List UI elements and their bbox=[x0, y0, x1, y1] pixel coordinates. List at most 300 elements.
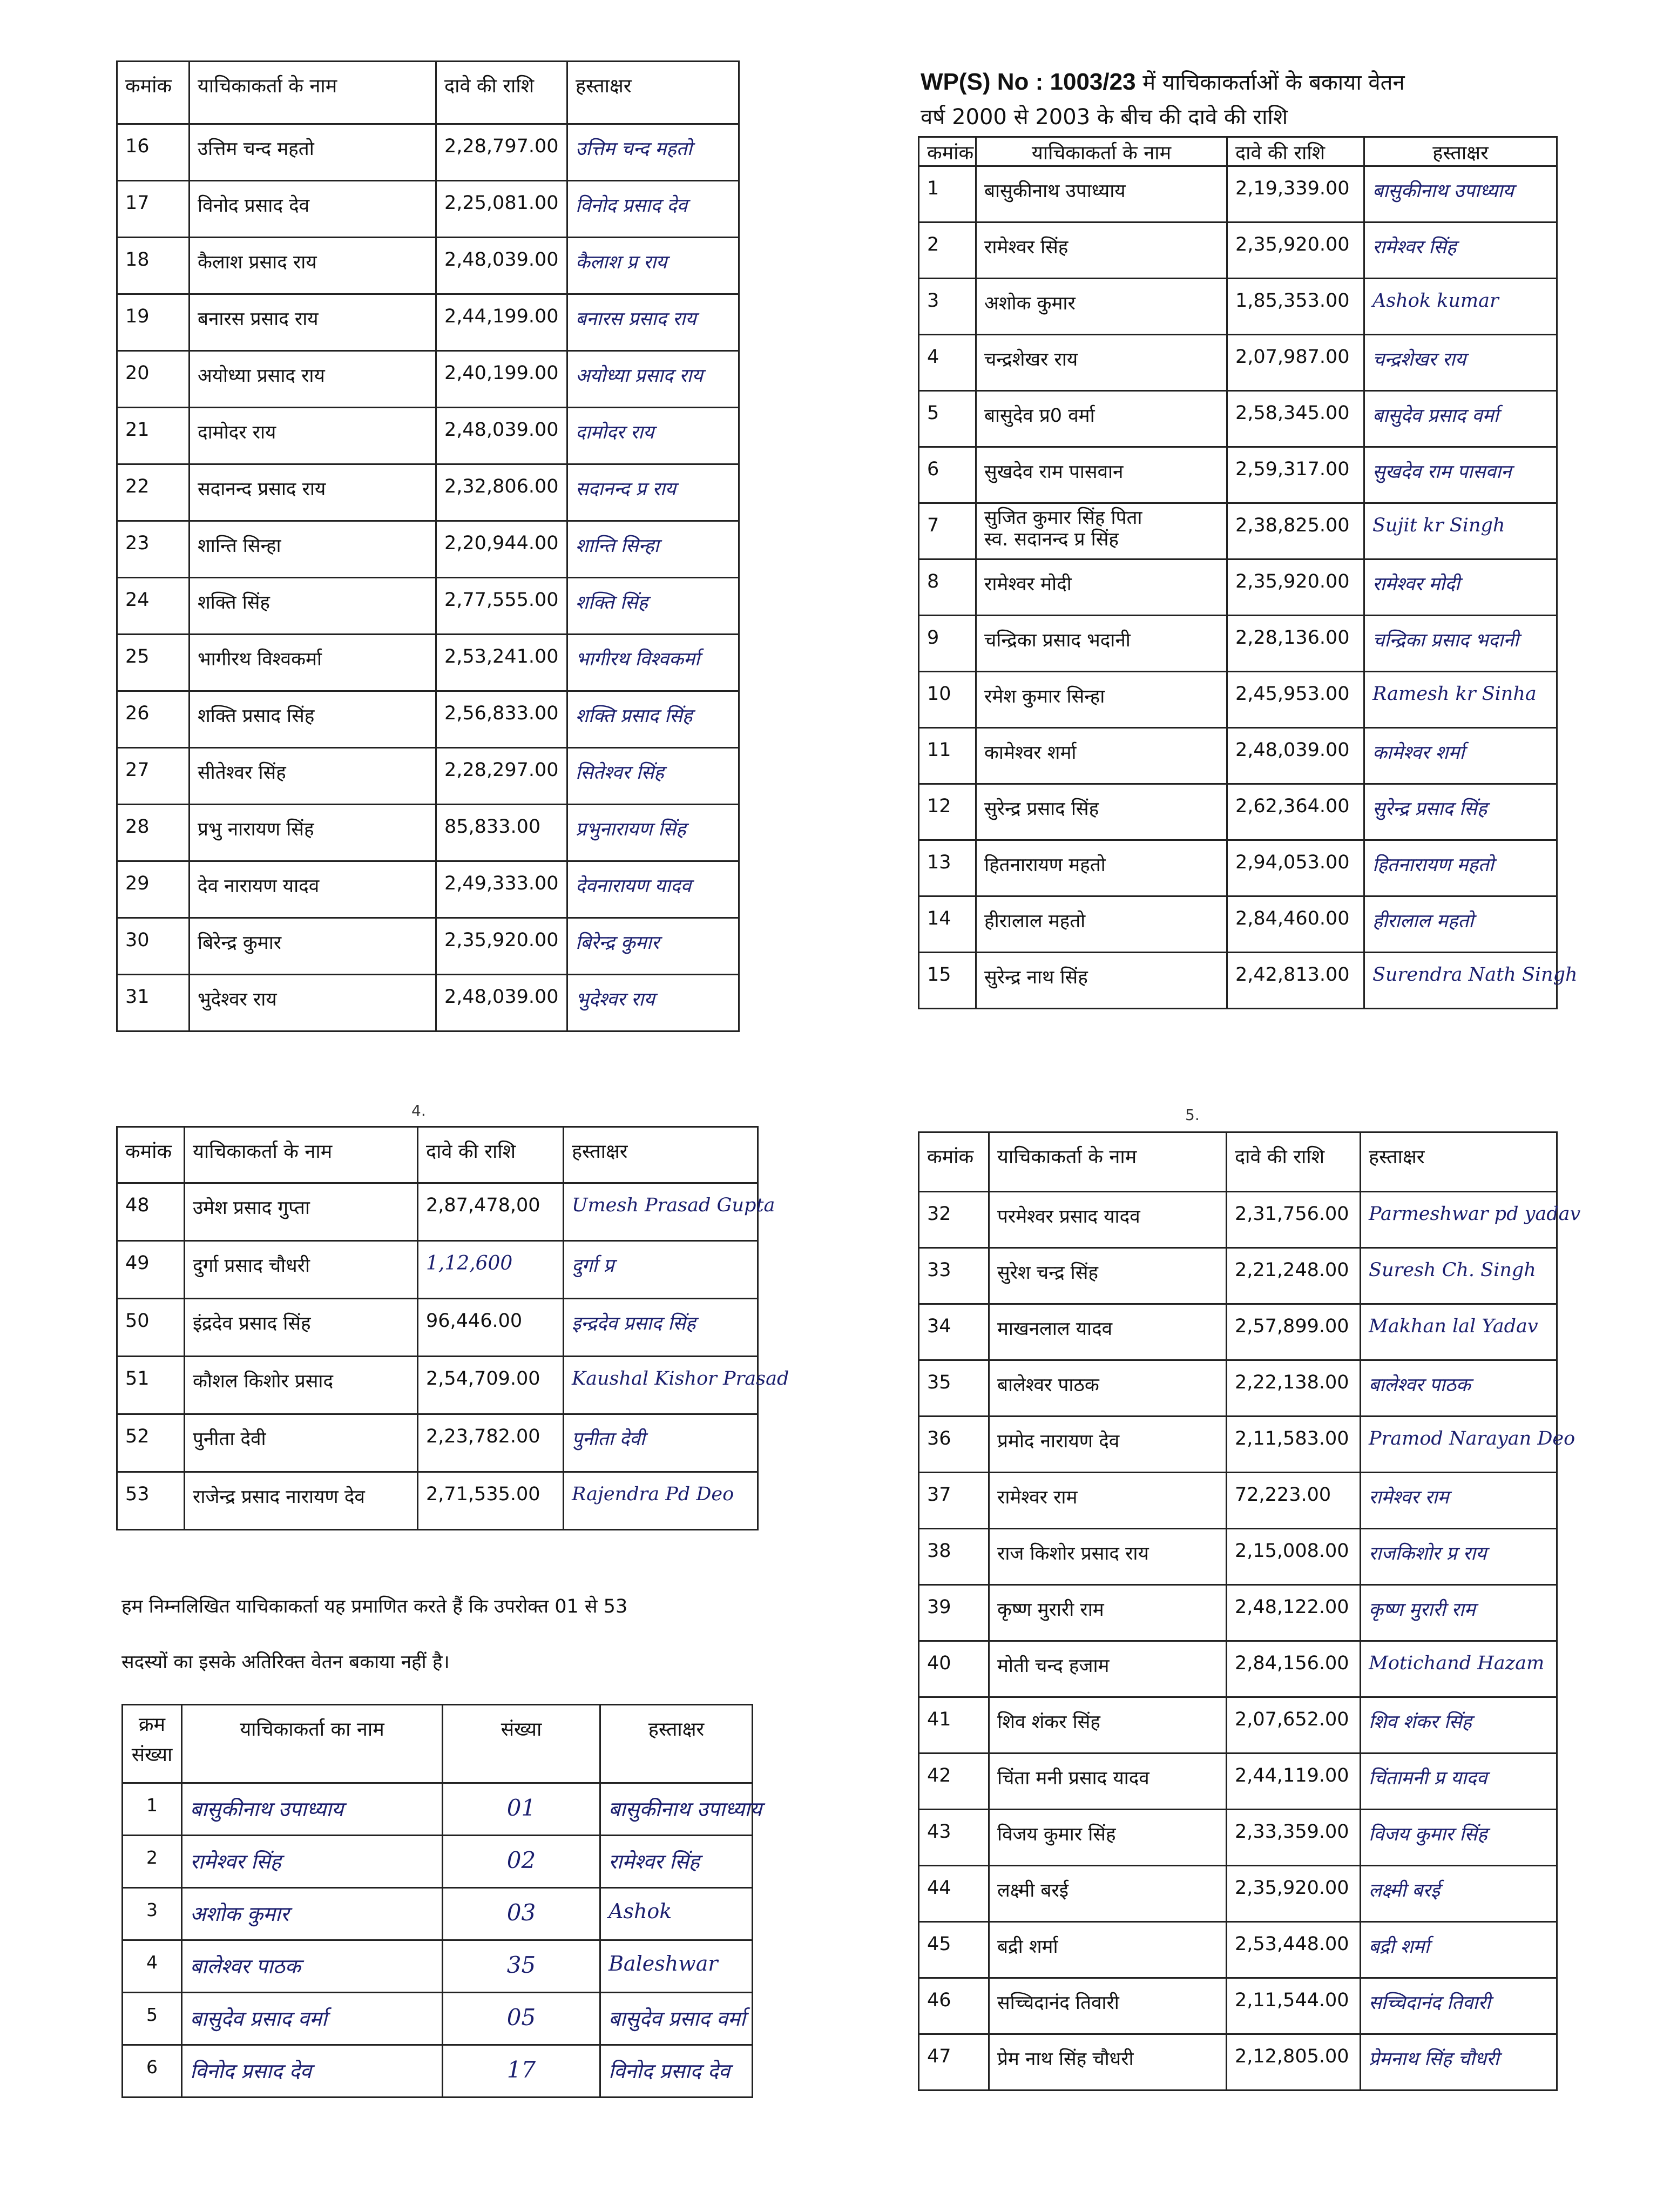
serial: 33 bbox=[919, 1248, 989, 1304]
serial: 51 bbox=[117, 1357, 185, 1414]
title-line-2: वर्ष 2000 से 2003 के बीच की दावे की राशि bbox=[921, 105, 1288, 130]
count: 35 bbox=[443, 1940, 600, 1993]
signature: हितनारायण महतो bbox=[1364, 840, 1557, 896]
name: बिरेन्द्र कुमार bbox=[190, 918, 436, 975]
amount: 2,59,317.00 bbox=[1227, 447, 1364, 503]
table-row bbox=[117, 635, 739, 691]
amount: 2,87,478,00 bbox=[418, 1183, 564, 1241]
amount: 2,94,053.00 bbox=[1227, 840, 1364, 896]
amount: 2,58,345.00 bbox=[1227, 391, 1364, 447]
signature: इन्द्रदेव प्रसाद सिंह bbox=[564, 1299, 758, 1357]
serial: 23 bbox=[117, 521, 190, 578]
serial: 45 bbox=[919, 1922, 989, 1978]
signature: शिव शंकर सिंह bbox=[1361, 1697, 1557, 1754]
table-row bbox=[117, 294, 739, 351]
name: भुदेश्वर राय bbox=[190, 975, 436, 1031]
signature: सितेश्वर सिंह bbox=[567, 748, 739, 805]
name: बासुकीनाथ उपाध्याय bbox=[976, 166, 1227, 222]
table-row bbox=[919, 1473, 1557, 1529]
serial: 41 bbox=[919, 1697, 989, 1754]
amount: 2,32,806.00 bbox=[436, 464, 567, 521]
signature: बिरेन्द्र कुमार bbox=[567, 918, 739, 975]
serial: 5 bbox=[919, 391, 976, 447]
serial: 3 bbox=[123, 1888, 182, 1940]
name: लक्ष्मी बरई bbox=[989, 1866, 1227, 1922]
name: दुर्गा प्रसाद चौधरी bbox=[185, 1241, 418, 1299]
signature: राजकिशोर प्र राय bbox=[1361, 1529, 1557, 1585]
signature: Rajendra Pd Deo bbox=[564, 1472, 758, 1530]
amount: 2,11,583.00 bbox=[1227, 1417, 1361, 1473]
table-row bbox=[117, 1183, 758, 1241]
table-row bbox=[919, 672, 1557, 728]
table-row bbox=[919, 1922, 1557, 1978]
signature: Suresh Ch. Singh bbox=[1361, 1248, 1557, 1304]
signature: सदानन्द प्र राय bbox=[567, 464, 739, 521]
name: उत्तिम चन्द महतो bbox=[190, 124, 436, 181]
signature: प्रभुनारायण सिंह bbox=[567, 805, 739, 861]
signature: Ramesh kr Sinha bbox=[1364, 672, 1557, 728]
signature: Umesh Prasad Gupta bbox=[564, 1183, 758, 1241]
serial: 24 bbox=[117, 578, 190, 635]
serial: 8 bbox=[919, 559, 976, 616]
serial: 15 bbox=[919, 953, 976, 1009]
serial: 14 bbox=[919, 896, 976, 953]
header-amount: दावे की राशि bbox=[1227, 137, 1364, 166]
amount: 2,07,652.00 bbox=[1227, 1697, 1361, 1754]
header-name: याचिकाकर्ता के नाम bbox=[976, 137, 1227, 166]
name: सच्चिदानंद तिवारी bbox=[989, 1978, 1227, 2034]
table-row bbox=[117, 1299, 758, 1357]
header-signature: हस्ताक्षर bbox=[1364, 137, 1557, 166]
header-serial bbox=[123, 1705, 182, 1783]
table-row bbox=[919, 840, 1557, 896]
header-row bbox=[919, 1132, 1557, 1192]
signature: भुदेश्वर राय bbox=[567, 975, 739, 1031]
name: सुरेन्द्र प्रसाद सिंह bbox=[976, 784, 1227, 840]
amount: 2,57,899.00 bbox=[1227, 1304, 1361, 1360]
serial: 6 bbox=[123, 2045, 182, 2098]
name: रामेश्वर राम bbox=[989, 1473, 1227, 1529]
table-row bbox=[919, 616, 1557, 672]
amount: 2,44,119.00 bbox=[1227, 1754, 1361, 1810]
amount: 2,28,797.00 bbox=[436, 124, 567, 181]
amount: 2,84,460.00 bbox=[1227, 896, 1364, 953]
signature: भागीरथ विश्वकर्मा bbox=[567, 635, 739, 691]
name: सुखदेव राम पासवान bbox=[976, 447, 1227, 503]
header-signature: हस्ताक्षर bbox=[600, 1705, 753, 1783]
name: कौशल किशोर प्रसाद bbox=[185, 1357, 418, 1414]
name: सीतेश्वर सिंह bbox=[190, 748, 436, 805]
serial: 1 bbox=[123, 1783, 182, 1836]
table-row bbox=[919, 728, 1557, 784]
header-amount: दावे की राशि bbox=[418, 1127, 564, 1183]
header-count: संख्या bbox=[443, 1705, 600, 1783]
table-row bbox=[919, 1192, 1557, 1248]
serial: 9 bbox=[919, 616, 976, 672]
serial: 13 bbox=[919, 840, 976, 896]
amount: 2,23,782.00 bbox=[418, 1414, 564, 1472]
signature: बासुकीनाथ उपाध्याय bbox=[1364, 166, 1557, 222]
amount: 2,15,008.00 bbox=[1227, 1529, 1361, 1585]
amount: 2,19,339.00 bbox=[1227, 166, 1364, 222]
table-signatures bbox=[121, 1704, 762, 2098]
name: विनोद प्रसाद देव bbox=[182, 2045, 443, 2098]
amount: 2,42,813.00 bbox=[1227, 953, 1364, 1009]
certification-line-2: सदस्यों का इसके अतिरिक्त वेतन बकाया नहीं है। bbox=[121, 1651, 450, 1673]
page-number-4: 4. bbox=[411, 1102, 426, 1120]
amount: 2,35,920.00 bbox=[436, 918, 567, 975]
amount: 2,22,138.00 bbox=[1227, 1360, 1361, 1417]
name: विनोद प्रसाद देव bbox=[190, 181, 436, 238]
serial: 26 bbox=[117, 691, 190, 748]
table-row bbox=[123, 1940, 753, 1993]
name: शक्ति प्रसाद सिंह bbox=[190, 691, 436, 748]
serial: 29 bbox=[117, 861, 190, 918]
amount: 2,25,081.00 bbox=[436, 181, 567, 238]
table-top-right bbox=[918, 136, 1578, 1009]
header-name: याचिकाकर्ता के नाम bbox=[989, 1132, 1227, 1192]
amount: 2,20,944.00 bbox=[436, 521, 567, 578]
amount: 2,48,039.00 bbox=[436, 975, 567, 1031]
name-line-1: सुजित कुमार सिंह पिता bbox=[984, 507, 1142, 529]
table-row bbox=[919, 447, 1557, 503]
signature: दामोदर राय bbox=[567, 408, 739, 464]
signature: बासुदेव प्रसाद वर्मा bbox=[600, 1993, 753, 2045]
name: रामेश्वर सिंह bbox=[182, 1836, 443, 1888]
name: शक्ति सिंह bbox=[190, 578, 436, 635]
name: विजय कुमार सिंह bbox=[989, 1810, 1227, 1866]
serial: 6 bbox=[919, 447, 976, 503]
name: रामेश्वर सिंह bbox=[976, 222, 1227, 279]
serial: 44 bbox=[919, 1866, 989, 1922]
table-row bbox=[919, 1585, 1557, 1641]
signature: Sujit kr Singh bbox=[1364, 503, 1557, 559]
case-number: WP(S) No : 1003/23 bbox=[921, 69, 1136, 95]
signature: बासुदेव प्रसाद वर्मा bbox=[1364, 391, 1557, 447]
signature: शक्ति प्रसाद सिंह bbox=[567, 691, 739, 748]
amount: 2,12,805.00 bbox=[1227, 2034, 1361, 2090]
amount: 2,21,248.00 bbox=[1227, 1248, 1361, 1304]
name: भागीरथ विश्वकर्मा bbox=[190, 635, 436, 691]
table-row bbox=[919, 953, 1557, 1009]
table-row bbox=[919, 2034, 1557, 2090]
signature: सुखदेव राम पासवान bbox=[1364, 447, 1557, 503]
name: कृष्ण मुरारी राम bbox=[989, 1585, 1227, 1641]
signature: Kaushal Kishor Prasad bbox=[564, 1357, 758, 1414]
table-row bbox=[117, 1357, 758, 1414]
table-row bbox=[919, 222, 1557, 279]
signature: Ashok bbox=[600, 1888, 753, 1940]
name: सुरेन्द्र नाथ सिंह bbox=[976, 953, 1227, 1009]
name: बनारस प्रसाद राय bbox=[190, 294, 436, 351]
header-row bbox=[123, 1705, 753, 1783]
table-row bbox=[123, 1783, 753, 1836]
name: राज किशोर प्रसाद राय bbox=[989, 1529, 1227, 1585]
amount: 2,28,136.00 bbox=[1227, 616, 1364, 672]
table-row bbox=[117, 1414, 758, 1472]
amount: 85,833.00 bbox=[436, 805, 567, 861]
signature: विजय कुमार सिंह bbox=[1361, 1810, 1557, 1866]
name: सुरेश चन्द्र सिंह bbox=[989, 1248, 1227, 1304]
name-line-2: स्व. सदानन्द प्र सिंह bbox=[984, 529, 1119, 550]
amount: 2,35,920.00 bbox=[1227, 1866, 1361, 1922]
serial: 42 bbox=[919, 1754, 989, 1810]
serial: 21 bbox=[117, 408, 190, 464]
signature: रामेश्वर सिंह bbox=[1364, 222, 1557, 279]
name: मोती चन्द हजाम bbox=[989, 1641, 1227, 1697]
table-row bbox=[117, 861, 739, 918]
petitioner-table bbox=[918, 136, 1578, 1009]
signature: कामेश्वर शर्मा bbox=[1364, 728, 1557, 784]
table-row bbox=[123, 2045, 753, 2098]
signature: बालेश्वर पाठक bbox=[1361, 1360, 1557, 1417]
signature: Ashok kumar bbox=[1364, 279, 1557, 335]
table-row bbox=[919, 784, 1557, 840]
table-row bbox=[919, 335, 1557, 391]
header-signature: हस्ताक्षर bbox=[564, 1127, 758, 1183]
table-row bbox=[919, 166, 1557, 222]
header-serial-line-1: क्रम bbox=[138, 1714, 166, 1736]
serial: 39 bbox=[919, 1585, 989, 1641]
name: बालेश्वर पाठक bbox=[989, 1360, 1227, 1417]
name: शिव शंकर सिंह bbox=[989, 1697, 1227, 1754]
amount: 2,53,448.00 bbox=[1227, 1922, 1361, 1978]
name: अशोक कुमार bbox=[976, 279, 1227, 335]
amount: 2,31,756.00 bbox=[1227, 1192, 1361, 1248]
table-row bbox=[919, 1866, 1557, 1922]
serial: 35 bbox=[919, 1360, 989, 1417]
amount: 2,45,953.00 bbox=[1227, 672, 1364, 728]
table-row bbox=[123, 1836, 753, 1888]
serial: 4 bbox=[919, 335, 976, 391]
name: राजेन्द्र प्रसाद नारायण देव bbox=[185, 1472, 418, 1530]
signature: उत्तिम चन्द महतो bbox=[567, 124, 739, 181]
signature: Surendra Nath Singh bbox=[1364, 953, 1557, 1009]
header-serial: कमांक bbox=[117, 1127, 185, 1183]
name: अयोध्या प्रसाद राय bbox=[190, 351, 436, 408]
table-row bbox=[919, 559, 1557, 616]
table-row bbox=[919, 1360, 1557, 1417]
serial: 30 bbox=[117, 918, 190, 975]
name: रमेश कुमार सिन्हा bbox=[976, 672, 1227, 728]
name: रामेश्वर मोदी bbox=[976, 559, 1227, 616]
signature: हीरालाल महतो bbox=[1364, 896, 1557, 953]
petitioner-table bbox=[116, 1126, 789, 1530]
serial: 27 bbox=[117, 748, 190, 805]
serial: 22 bbox=[117, 464, 190, 521]
table-top-left bbox=[116, 60, 740, 1032]
signature: कैलाश प्र राय bbox=[567, 238, 739, 294]
serial: 3 bbox=[919, 279, 976, 335]
name: चन्द्रिका प्रसाद भदानी bbox=[976, 616, 1227, 672]
serial: 16 bbox=[117, 124, 190, 181]
signature: सुरेन्द्र प्रसाद सिंह bbox=[1364, 784, 1557, 840]
serial: 40 bbox=[919, 1641, 989, 1697]
amount: 1,12,600 bbox=[418, 1241, 564, 1299]
signature: चिंतामनी प्र यादव bbox=[1361, 1754, 1557, 1810]
signature: बासुकीनाथ उपाध्याय bbox=[600, 1783, 753, 1836]
name: बासुदेव प्र0 वर्मा bbox=[976, 391, 1227, 447]
name: बद्री शर्मा bbox=[989, 1922, 1227, 1978]
signature: Baleshwar bbox=[600, 1940, 753, 1993]
signature: रामेश्वर मोदी bbox=[1364, 559, 1557, 616]
amount: 2,40,199.00 bbox=[436, 351, 567, 408]
amount: 2,71,535.00 bbox=[418, 1472, 564, 1530]
name: पुनीता देवी bbox=[185, 1414, 418, 1472]
serial: 12 bbox=[919, 784, 976, 840]
name: प्रभु नारायण सिंह bbox=[190, 805, 436, 861]
name: प्रेम नाथ सिंह चौधरी bbox=[989, 2034, 1227, 2090]
name: बासुकीनाथ उपाध्याय bbox=[182, 1783, 443, 1836]
signature: चन्द्रशेखर राय bbox=[1364, 335, 1557, 391]
header-signature: हस्ताक्षर bbox=[567, 62, 739, 124]
signature: शक्ति सिंह bbox=[567, 578, 739, 635]
serial: 53 bbox=[117, 1472, 185, 1530]
table-row bbox=[919, 391, 1557, 447]
table-row bbox=[919, 1248, 1557, 1304]
header-name: याचिकाकर्ता का नाम bbox=[182, 1705, 443, 1783]
amount: 2,28,297.00 bbox=[436, 748, 567, 805]
signature: Pramod Narayan Deo bbox=[1361, 1417, 1557, 1473]
name: अशोक कुमार bbox=[182, 1888, 443, 1940]
table-row bbox=[919, 1697, 1557, 1754]
amount: 2,54,709.00 bbox=[418, 1357, 564, 1414]
signature-table bbox=[121, 1704, 762, 2098]
serial: 37 bbox=[919, 1473, 989, 1529]
amount: 2,48,039.00 bbox=[1227, 728, 1364, 784]
signature: रामेश्वर राम bbox=[1361, 1473, 1557, 1529]
amount: 2,35,920.00 bbox=[1227, 559, 1364, 616]
header-signature: हस्ताक्षर bbox=[1361, 1132, 1557, 1192]
amount: 2,48,039.00 bbox=[436, 238, 567, 294]
table-row bbox=[117, 975, 739, 1031]
table-row bbox=[117, 124, 739, 181]
serial: 38 bbox=[919, 1529, 989, 1585]
table-row bbox=[117, 238, 739, 294]
count: 01 bbox=[443, 1783, 600, 1836]
table-row bbox=[919, 1810, 1557, 1866]
signature: चन्द्रिका प्रसाद भदानी bbox=[1364, 616, 1557, 672]
serial: 43 bbox=[919, 1810, 989, 1866]
signature: देवनारायण यादव bbox=[567, 861, 739, 918]
table-row bbox=[919, 1529, 1557, 1585]
table-row bbox=[123, 1888, 753, 1940]
serial: 19 bbox=[117, 294, 190, 351]
header-name: याचिकाकर्ता के नाम bbox=[190, 62, 436, 124]
table-row bbox=[117, 1241, 758, 1299]
amount: 2,33,359.00 bbox=[1227, 1810, 1361, 1866]
name: परमेश्वर प्रसाद यादव bbox=[989, 1192, 1227, 1248]
signature: लक्ष्मी बरई bbox=[1361, 1866, 1557, 1922]
serial: 1 bbox=[919, 166, 976, 222]
serial: 4 bbox=[123, 1940, 182, 1993]
serial: 31 bbox=[117, 975, 190, 1031]
table-row bbox=[919, 1641, 1557, 1697]
name: बासुदेव प्रसाद वर्मा bbox=[182, 1993, 443, 2045]
serial: 5 bbox=[123, 1993, 182, 2045]
table-row bbox=[117, 748, 739, 805]
name: हितनारायण महतो bbox=[976, 840, 1227, 896]
signature: प्रेमनाथ सिंह चौधरी bbox=[1361, 2034, 1557, 2090]
petitioner-table bbox=[116, 60, 740, 1032]
name: कामेश्वर शर्मा bbox=[976, 728, 1227, 784]
signature: दुर्गा प्र bbox=[564, 1241, 758, 1299]
page-number-5: 5. bbox=[1185, 1106, 1200, 1124]
amount: 2,62,364.00 bbox=[1227, 784, 1364, 840]
header-serial: कमांक bbox=[117, 62, 190, 124]
signature: Makhan lal Yadav bbox=[1361, 1304, 1557, 1360]
serial: 10 bbox=[919, 672, 976, 728]
amount: 2,77,555.00 bbox=[436, 578, 567, 635]
serial: 25 bbox=[117, 635, 190, 691]
signature: कृष्ण मुरारी राम bbox=[1361, 1585, 1557, 1641]
name: देव नारायण यादव bbox=[190, 861, 436, 918]
table-row bbox=[919, 1754, 1557, 1810]
serial: 20 bbox=[117, 351, 190, 408]
name: चिंता मनी प्रसाद यादव bbox=[989, 1754, 1227, 1810]
table-row bbox=[117, 691, 739, 748]
signature: बनारस प्रसाद राय bbox=[567, 294, 739, 351]
serial: 49 bbox=[117, 1241, 185, 1299]
amount: 2,38,825.00 bbox=[1227, 503, 1364, 559]
signature: रामेश्वर सिंह bbox=[600, 1836, 753, 1888]
signature: अयोध्या प्रसाद राय bbox=[567, 351, 739, 408]
table-row bbox=[117, 464, 739, 521]
table-row bbox=[919, 1304, 1557, 1360]
amount: 2,48,039.00 bbox=[436, 408, 567, 464]
count: 03 bbox=[443, 1888, 600, 1940]
amount: 2,56,833.00 bbox=[436, 691, 567, 748]
petitioner-table bbox=[918, 1131, 1581, 2091]
header-serial: कमांक bbox=[919, 1132, 989, 1192]
signature: विनोद प्रसाद देव bbox=[567, 181, 739, 238]
table-row bbox=[919, 279, 1557, 335]
amount: 2,49,333.00 bbox=[436, 861, 567, 918]
table-row bbox=[117, 408, 739, 464]
table-row bbox=[919, 1978, 1557, 2034]
amount: 2,07,987.00 bbox=[1227, 335, 1364, 391]
amount: 2,44,199.00 bbox=[436, 294, 567, 351]
count: 05 bbox=[443, 1993, 600, 2045]
table-row bbox=[117, 918, 739, 975]
serial: 7 bbox=[919, 503, 976, 559]
serial: 2 bbox=[123, 1836, 182, 1888]
table-row bbox=[123, 1993, 753, 2045]
serial: 52 bbox=[117, 1414, 185, 1472]
serial: 2 bbox=[919, 222, 976, 279]
header-row bbox=[919, 137, 1557, 166]
name: कैलाश प्रसाद राय bbox=[190, 238, 436, 294]
name: प्रमोद नारायण देव bbox=[989, 1417, 1227, 1473]
signature: सच्चिदानंद तिवारी bbox=[1361, 1978, 1557, 2034]
amount: 2,84,156.00 bbox=[1227, 1641, 1361, 1697]
title-line-1-text: में याचिकाकर्ताओं के बकाया वेतन bbox=[1135, 70, 1405, 95]
header-row bbox=[117, 62, 739, 124]
serial: 36 bbox=[919, 1417, 989, 1473]
serial: 28 bbox=[117, 805, 190, 861]
table-row bbox=[117, 351, 739, 408]
signature: Parmeshwar pd yadav bbox=[1361, 1192, 1557, 1248]
name: दामोदर राय bbox=[190, 408, 436, 464]
table-row bbox=[117, 805, 739, 861]
name: माखनलाल यादव bbox=[989, 1304, 1227, 1360]
signature: शान्ति सिन्हा bbox=[567, 521, 739, 578]
name: बालेश्वर पाठक bbox=[182, 1940, 443, 1993]
table-row bbox=[117, 578, 739, 635]
header-amount: दावे की राशि bbox=[436, 62, 567, 124]
amount: 1,85,353.00 bbox=[1227, 279, 1364, 335]
header-serial: कमांक bbox=[919, 137, 976, 166]
